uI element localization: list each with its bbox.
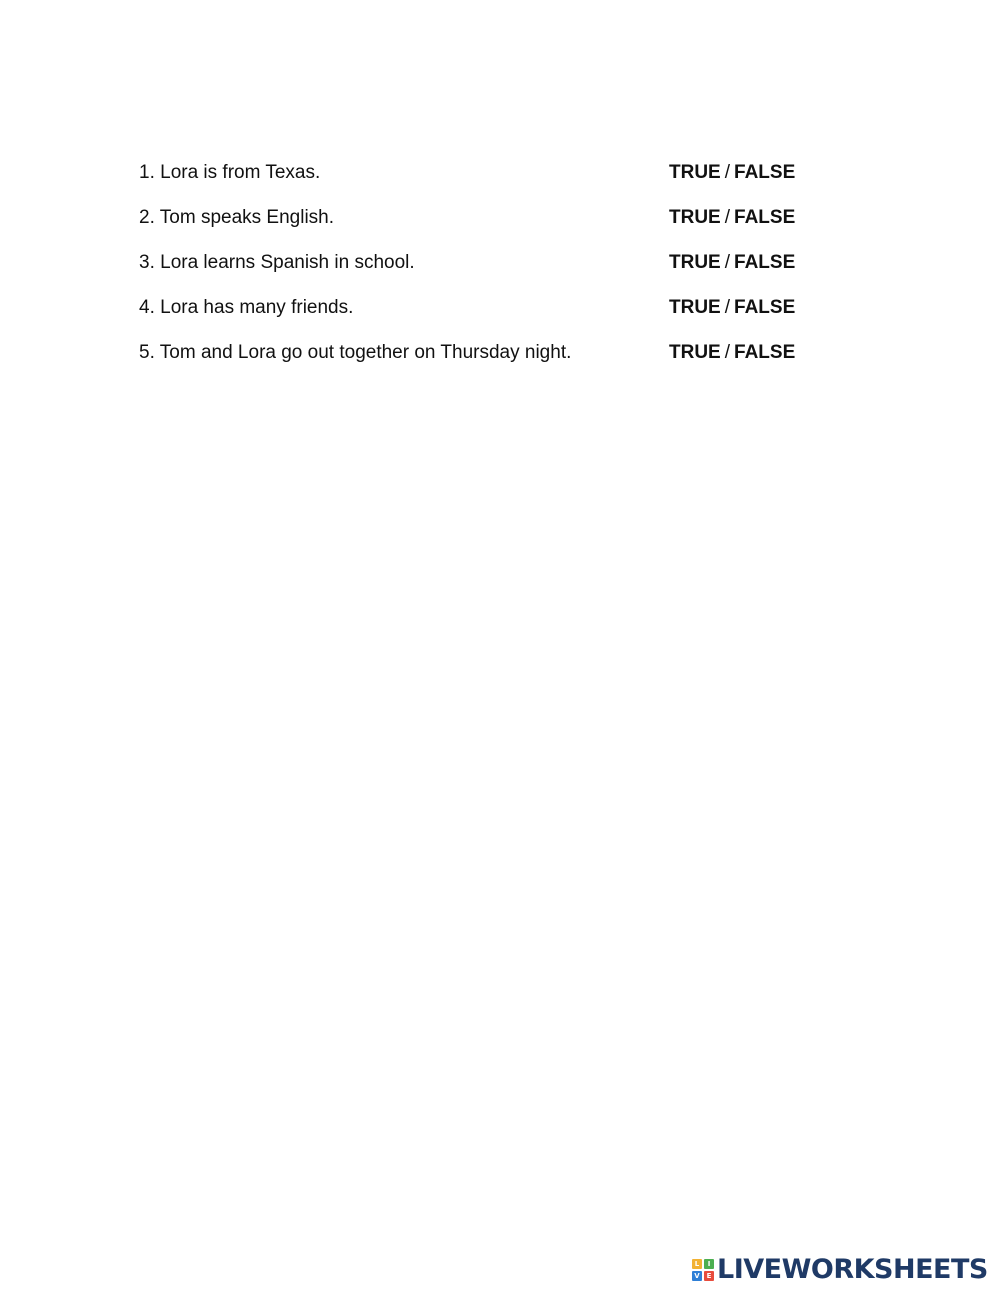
logo-letter: V: [692, 1271, 702, 1281]
false-option[interactable]: FALSE: [734, 297, 796, 318]
choice-separator: /: [724, 342, 731, 363]
logo-letter: L: [692, 1259, 702, 1269]
choice-separator: /: [724, 252, 731, 273]
question-row-2: [139, 203, 839, 248]
question-row-5: [139, 338, 839, 383]
false-option[interactable]: FALSE: [734, 342, 796, 363]
true-option[interactable]: TRUE: [669, 342, 721, 363]
false-option[interactable]: FALSE: [734, 252, 796, 273]
question-text: 5. Tom and Lora go out together on Thursday night.: [139, 342, 572, 363]
brand-name: LIVEWORKSHEETS: [717, 1254, 988, 1285]
logo-mark-icon: [692, 1259, 714, 1281]
question-row-1: [139, 158, 839, 203]
question-text: 3. Lora learns Spanish in school.: [139, 252, 415, 273]
true-option[interactable]: TRUE: [669, 297, 721, 318]
logo-letter: I: [704, 1259, 714, 1269]
true-option[interactable]: TRUE: [669, 207, 721, 228]
question-row-3: [139, 248, 839, 293]
true-false-worksheet: [139, 158, 839, 383]
true-option[interactable]: TRUE: [669, 252, 721, 273]
false-option[interactable]: FALSE: [734, 162, 796, 183]
answer-choices: [669, 203, 795, 233]
choice-separator: /: [724, 207, 731, 228]
true-option[interactable]: TRUE: [669, 162, 721, 183]
choice-separator: /: [724, 162, 731, 183]
answer-choices: [669, 338, 795, 368]
answer-choices: [669, 158, 795, 188]
false-option[interactable]: FALSE: [734, 207, 796, 228]
answer-choices: [669, 293, 795, 323]
question-text: 1. Lora is from Texas.: [139, 162, 321, 183]
question-text: 4. Lora has many friends.: [139, 297, 354, 318]
logo-letter: E: [704, 1271, 714, 1281]
answer-choices: [669, 248, 795, 278]
liveworksheets-logo: [692, 1253, 988, 1287]
question-row-4: [139, 293, 839, 338]
question-text: 2. Tom speaks English.: [139, 207, 335, 228]
choice-separator: /: [724, 297, 731, 318]
